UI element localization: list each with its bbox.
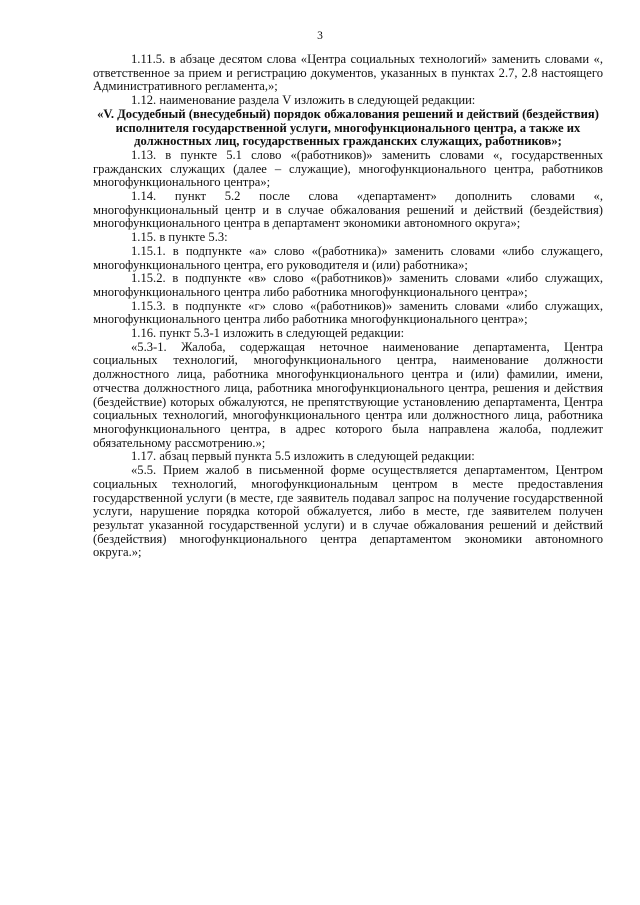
paragraph-1-15-2: 1.15.2. в подпункте «в» слово «(работников)» заменить словами «либо служащих, многофункционального центра либо работника многофункционального центра»; xyxy=(93,271,603,299)
paragraph-1-17: 1.17. абзац первый пункта 5.5 изложить в следующей редакции: xyxy=(131,449,475,464)
paragraph-5-3-1-quote: «5.3-1. Жалоба, содержащая неточное наименование департамента, Центра социальных технологий, многофункционального центра, наименование должности должностного лица, работника многофункционального центра и (или) фамилии, имени, отчества должностного лица, работника многофункционального центра, решения и действия (бездействие) которых обжалуются, не препятствующие установлению департамента, Центра социальных технологий, многофункционального центра или должностного лица, работника многофункционального центра, в адрес которого была направлена жалоба, подлежит обязательному рассмотрению.»; xyxy=(93,339,603,450)
paragraph-1-15-3: 1.15.3. в подпункте «г» слово «(работников)» заменить словами «либо служащих, многофункционального центра либо работника многофункционального центра»; xyxy=(93,298,603,327)
paragraph-1-13: 1.13. в пункте 5.1 слово «(работников)» заменить словами «, государственных гражданских служащих (далее – служащие), многофункционального центра, работников многофункционального центра»; xyxy=(93,147,603,190)
document-body xyxy=(93,53,603,560)
paragraph-1-11-5: 1.11.5. в абзаце десятом слова «Центра социальных технологий» заменить словами «, ответственное за прием и регистрацию документов, указанных в пунктах 2.7, 2.8 настоящего Административного регламента,»; xyxy=(93,52,603,94)
paragraph-1-14: 1.14. пункт 5.2 после слова «департамент» дополнить словами «, многофункциональный центр и в случае обжалования решений и действий (бездействия) многофункционального центра в департамент экономики автономного округа»; xyxy=(93,189,603,231)
paragraph-1-15-1: 1.15.1. в подпункте «а» слово «(работника)» заменить словами «либо служащего, многофункционального центра, его руководителя и (или) работника»; xyxy=(93,243,603,272)
paragraph-1-12: 1.12. наименование раздела V изложить в следующей редакции: xyxy=(131,93,476,108)
paragraph-1-16: 1.16. пункт 5.3-1 изложить в следующей редакции: xyxy=(131,326,405,341)
page-number: 3 xyxy=(317,30,323,42)
paragraph-5-5-quote: «5.5. Прием жалоб в письменной форме осуществляется департаментом, Центром социальных технологий, многофункциональным центром в месте предоставления государственной услуги (в месте, где заявитель подавал запрос на получение государственной услуги, нарушение порядка которой обжалуется, либо в месте, где заявителем получен результат указанной государственной услуги) и в случае обжалования решений и действий (бездействия) многофункционального центра департаментом экономики автономного округа.»; xyxy=(93,463,603,560)
paragraph-1-15: 1.15. в пункте 5.3: xyxy=(131,230,228,245)
section-v-heading: «V. Досудебный (внесудебный) порядок обжалования решений и действий (бездействия) исполнителя государственной услуги, многофункционального центра, а также их должностных лиц, государственных гражданских служащих, работников»; xyxy=(97,106,599,149)
